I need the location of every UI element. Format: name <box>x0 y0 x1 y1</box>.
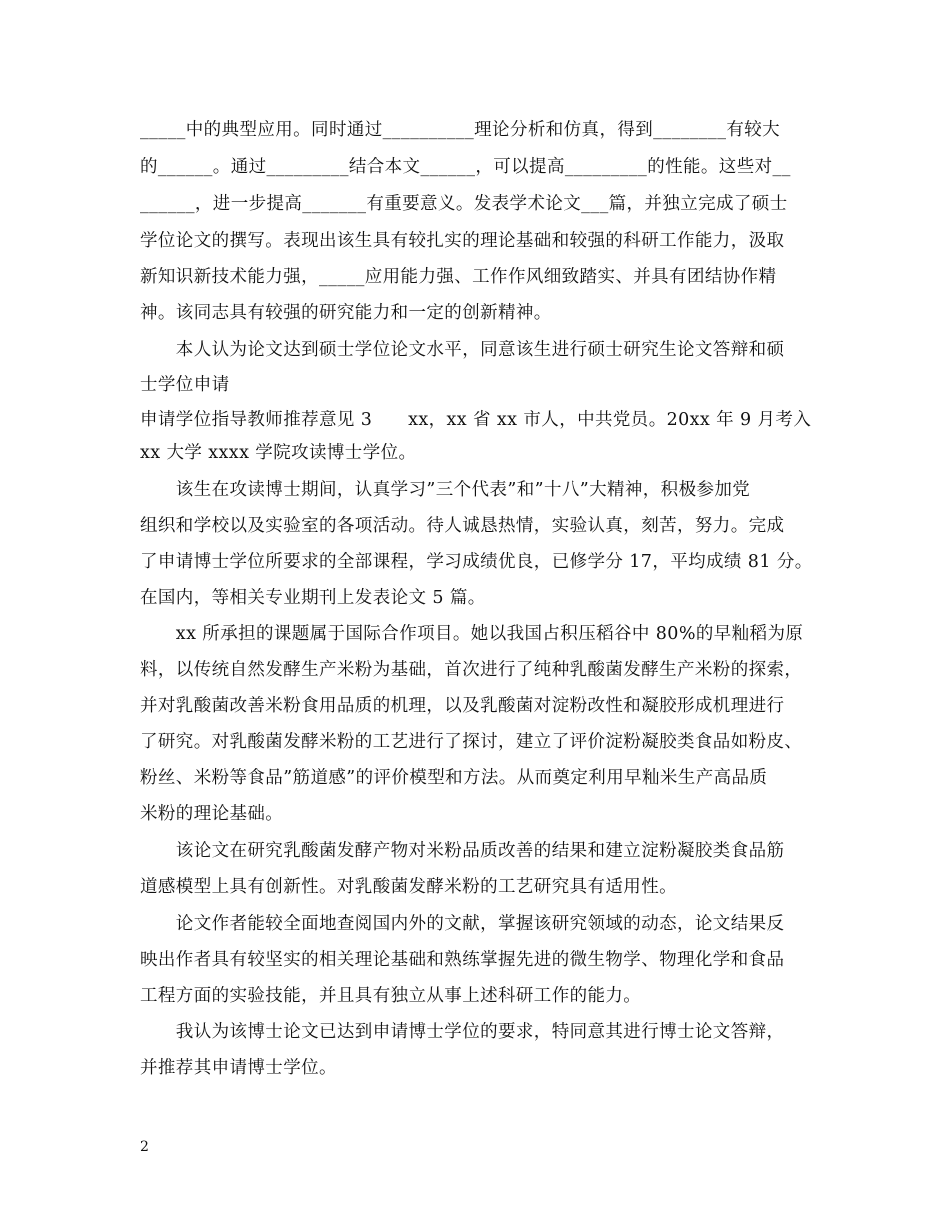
text-line: 并对乳酸菌改善米粉食用品质的机理，以及乳酸菌对淀粉改性和凝胶形成机理进行 <box>140 696 785 716</box>
text-line: 该论文在研究乳酸菌发酵产物对米粉品质改善的结果和建立淀粉凝胶类食品筋 <box>140 841 785 861</box>
text-line: 本人认为论文达到硕士学位论文水平，同意该生进行硕士研究生论文答辩和硕 <box>140 340 785 360</box>
text-line: 在国内，等相关专业期刊上发表论文 5 篇。 <box>140 588 486 608</box>
text-line: xx 大学 xxxx 学院攻读博士学位。 <box>140 443 417 463</box>
text-line: 米粉的理论基础。 <box>140 804 284 824</box>
text-line: 映出作者具有较坚实的相关理论基础和熟练掌握先进的微生物学、物理化学和食品 <box>140 950 785 970</box>
text-line: 学位论文的撰写。表现出该生具有较扎实的理论基础和较强的科研工作能力，汲取 <box>140 231 785 251</box>
text-line: 粉丝、米粉等食品”筋道感”的评价模型和方法。从而奠定利用早籼米生产高品质 <box>140 768 768 788</box>
text-line: 的______。通过_________结合本文______，可以提高_________的性能。这些对__ <box>140 157 791 177</box>
text-line: ______，进一步提高_______有重要意义。发表学术论文___篇，并独立完成了硕士 <box>140 194 788 214</box>
text-line: 并推荐其申请博士学位。 <box>140 1058 337 1078</box>
text-line: _____中的典型应用。同时通过__________理论分析和仿真，得到________有较大 <box>140 120 781 140</box>
text-line: 新知识新技术能力强，_____应用能力强、工作作风细致踏实、并具有团结协作精 <box>140 267 777 287</box>
text-line: 该生在攻读博士期间，认真学习”三个代表”和”十八”大精神，积极参加党 <box>140 480 751 500</box>
text-line: xx 所承担的课题属于国际合作项目。她以我国占积压稻谷中 80%的早籼稻为原 <box>140 624 804 644</box>
text-line: 工程方面的实验技能，并且具有独立从事上述科研工作的能力。 <box>140 986 642 1006</box>
text-line: 道感模型上具有创新性。对乳酸菌发酵米粉的工艺研究具有适用性。 <box>140 877 677 897</box>
text-line: 了研究。对乳酸菌发酵米粉的工艺进行了探讨，建立了评价淀粉凝胶类食品如粉皮、 <box>140 732 803 752</box>
text-line: 组织和学校以及实验室的各项活动。待人诚恳热情，实验认真，刻苦，努力。完成 <box>140 516 785 536</box>
text-line: 申请学位指导教师推荐意见 3 xx，xx 省 xx 市人，中共党员。20xx 年 9 月考入 <box>140 410 812 430</box>
text-line: 我认为该博士论文已达到申请博士学位的要求，特同意其进行博士论文答辩， <box>140 1022 785 1042</box>
text-line: 了申请博士学位所要求的全部课程，学习成绩优良，已修学分 17，平均成绩 81 分。 <box>140 552 813 572</box>
page-number: 2 <box>140 1139 149 1155</box>
text-line: 神。该同志具有较强的研究能力和一定的创新精神。 <box>140 303 552 323</box>
text-line: 料，以传统自然发酵生产米粉为基础，首次进行了纯种乳酸菌发酵生产米粉的探索， <box>140 660 803 680</box>
text-line: 士学位申请 <box>140 375 230 395</box>
text-line: 论文作者能较全面地查阅国内外的文献，掌握该研究领域的动态，论文结果反 <box>140 914 785 934</box>
